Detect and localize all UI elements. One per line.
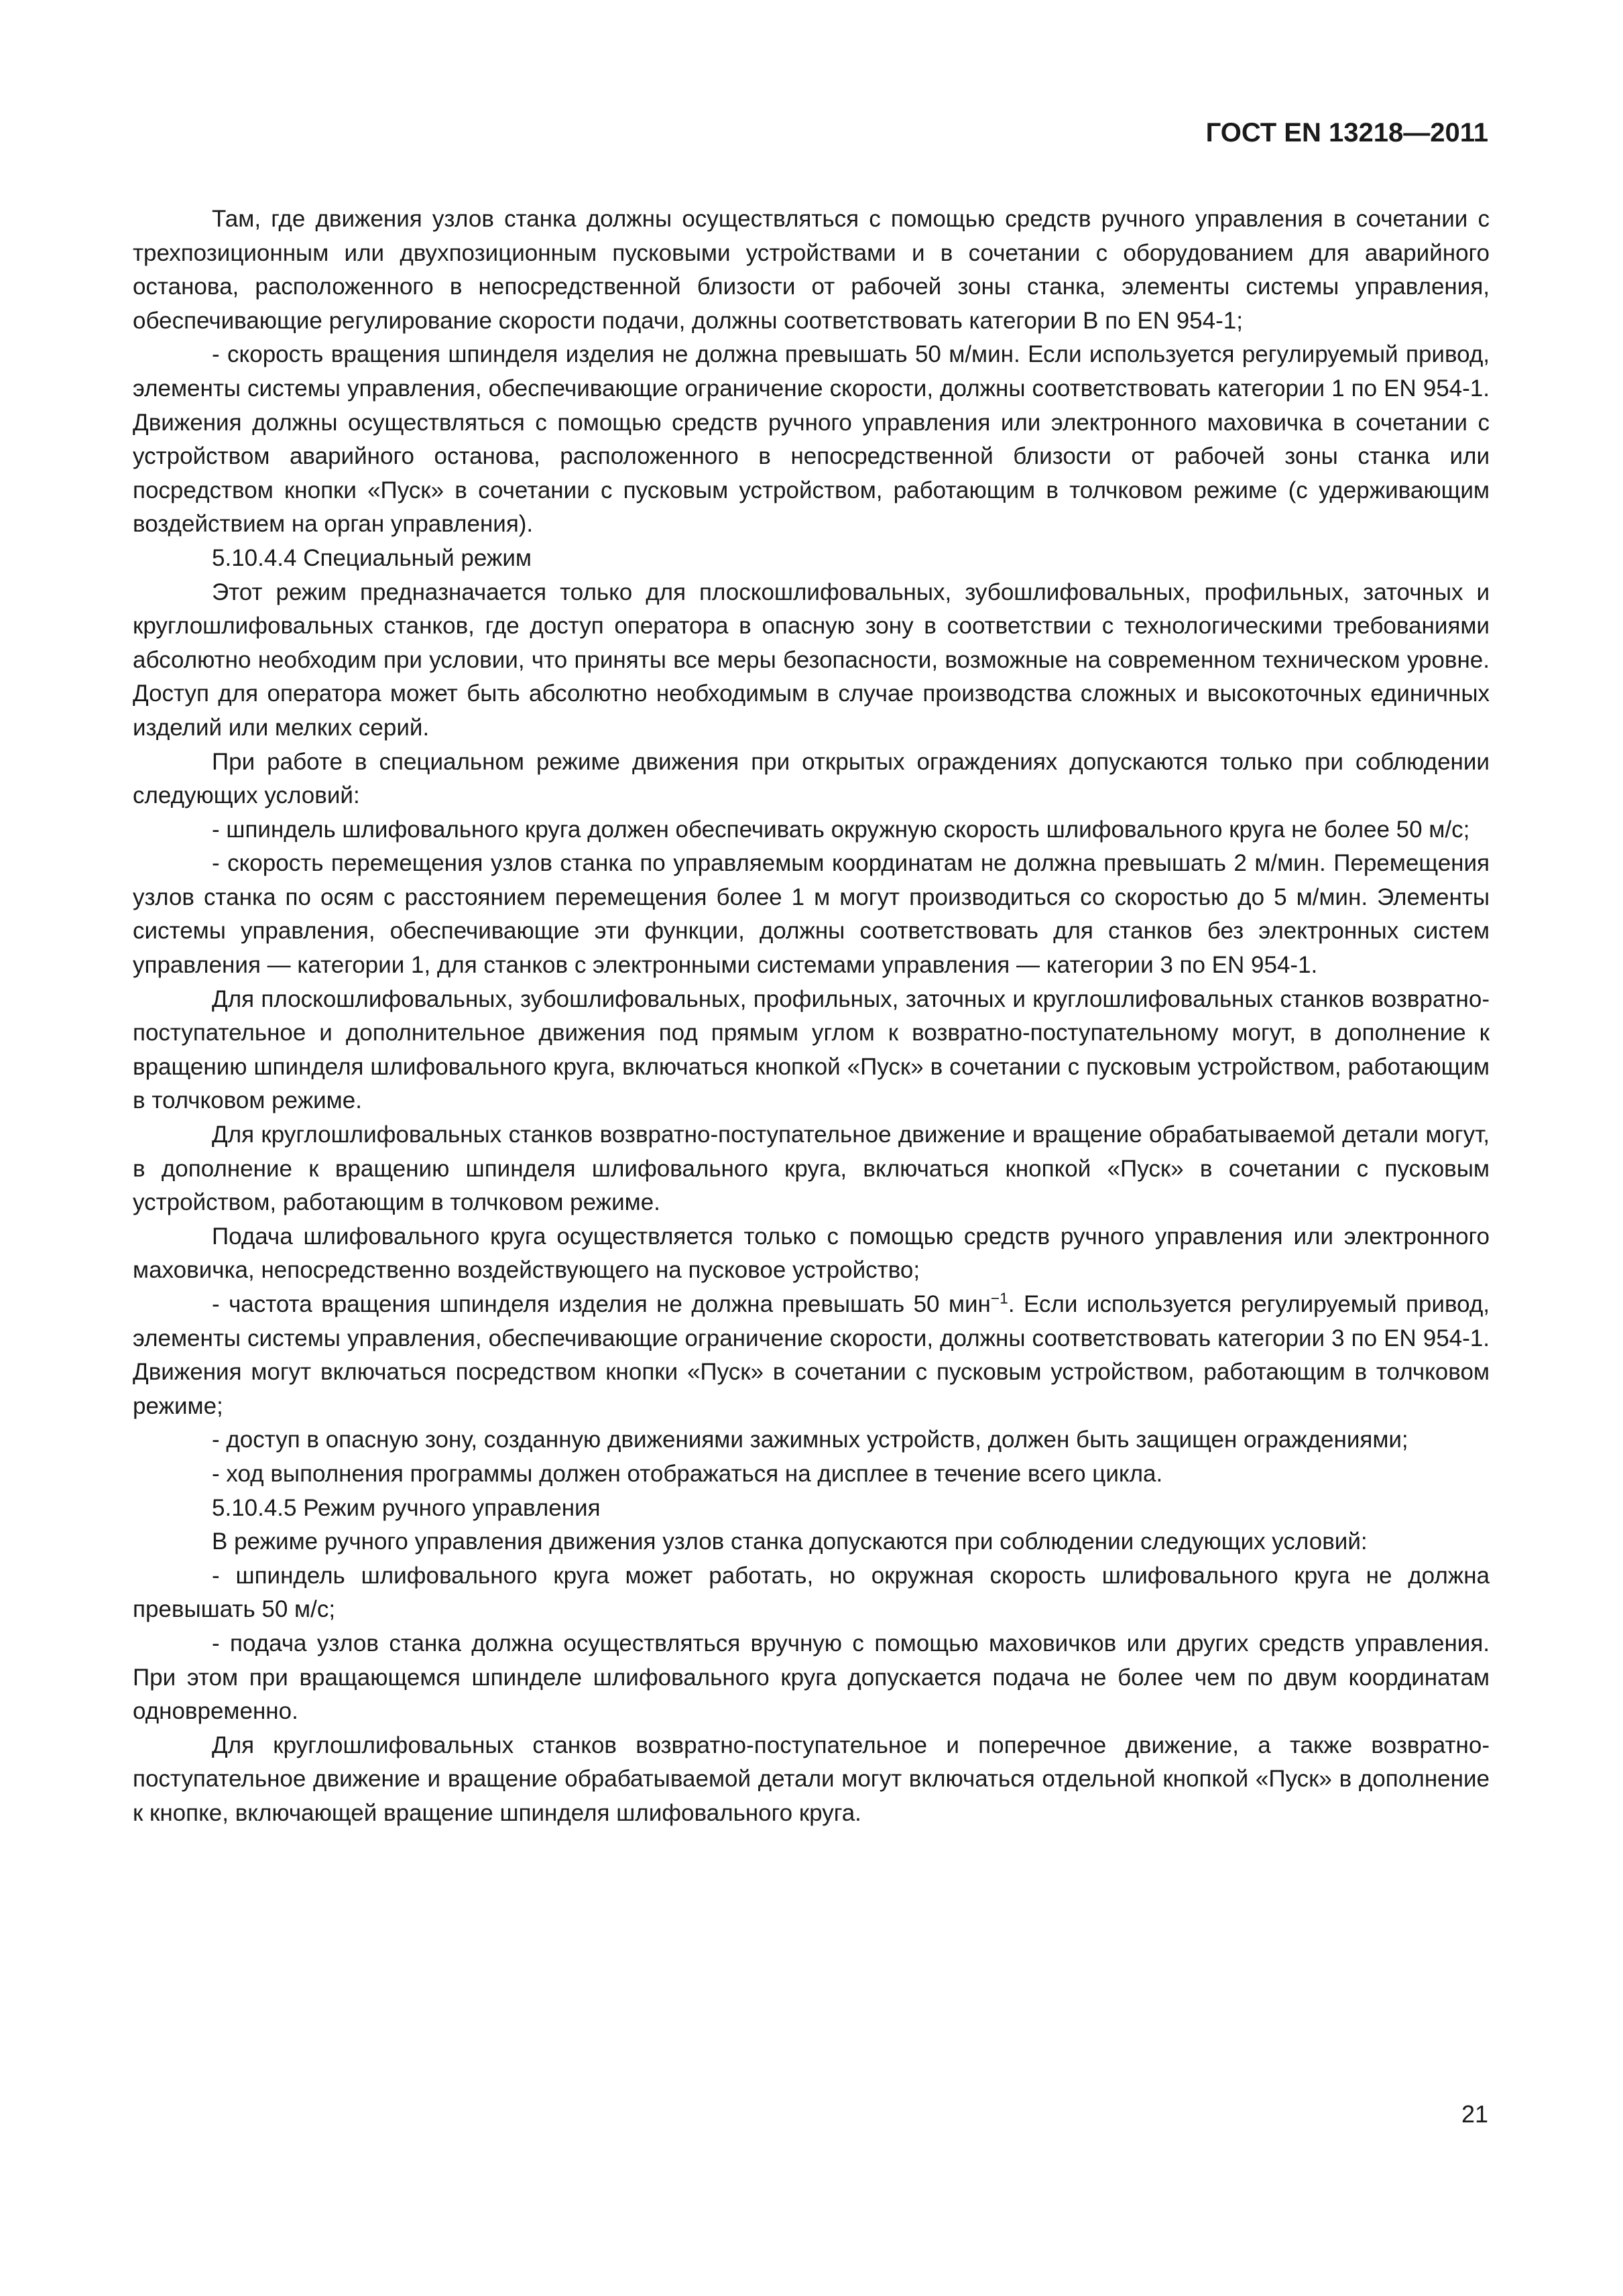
list-item-paragraph: - скорость вращения шпинделя изделия не должна превышать 50 м/мин. Если используется регулируемый привод, элементы системы управления, обеспечивающие ограничение скорости, должны соответствовать категории 1 по EN 954-1. Движения должны осуществляться с помощью средств ручного управления или электронного маховичка в сочетании с устройством аварийного останова, расположенного в непосредственной близости от рабочей зоны станка или посредством кнопки «Пуск» в сочетании с пусковым устройством, работающим в толчковом режиме (с удерживающим воздействием на орган управления).: [133, 341, 1490, 538]
body-paragraph: Для круглошлифовальных станков возвратно-поступательное и поперечное движение, а также возвратно-поступательное движение и вращение обрабатываемой детали могут включаться отдельной кнопкой «Пуск» в дополнение к кнопке, включающей вращение шпинделя шлифовального круга.: [133, 1732, 1490, 1826]
page-number: 21: [1461, 2100, 1488, 2128]
list-item-paragraph: - шпиндель шлифовального круга может работать, но окружная скорость шлифовального круга не должна превышать 50 м/с;: [133, 1562, 1490, 1623]
frequency-text-after: . Если используется регулируемый привод, элементы системы управления, обеспечивающие ограничение скорости, должны соответствовать категории 3 по EN 954-1. Движения могут включаться посредством кнопки «Пуск» в сочетании с пусковым устройством, работающим в толчковом режиме;: [133, 1291, 1490, 1419]
list-item-paragraph: - ход выполнения программы должен отображаться на дисплее в течение всего цикла.: [212, 1460, 1163, 1487]
list-item-paragraph: - доступ в опасную зону, созданную движениями зажимных устройств, должен быть защищен ограждениями;: [212, 1427, 1408, 1453]
body-paragraph: При работе в специальном режиме движения при открытых ограждениях допускаются только при соблюдении следующих условий:: [133, 748, 1490, 809]
body-paragraph: Для круглошлифовальных станков возвратно-поступательное движение и вращение обрабатываемой детали могут, в дополнение к вращению шпинделя шлифовального круга, включаться кнопкой «Пуск» в сочетании с пусковым устройством, работающим в толчковом режиме.: [133, 1122, 1490, 1216]
body-paragraph: Подача шлифовального круга осуществляется только с помощью средств ручного управления или электронного маховичка, непосредственно воздействующего на пусковое устройство;: [133, 1223, 1490, 1284]
section-heading-5-10-4-5: 5.10.4.5 Режим ручного управления: [212, 1494, 601, 1521]
list-item-paragraph: - скорость перемещения узлов станка по управляемым координатам не должна превышать 2 м/мин. Перемещения узлов станка по осям с расстоянием перемещения более 1 м могут производиться со скоростью до 5 м/мин. Элементы системы управления, обеспечивающие эти функции, должны соответствовать для станков без электронных систем управления — категории 1, для станков с электронными системами управления — категории 3 по EN 954-1.: [133, 850, 1490, 979]
list-item-paragraph: - подача узлов станка должна осуществляться вручную с помощью маховичков или других средств управления. При этом при вращающемся шпинделе шлифовального круга допускается подача не более чем по двум координатам одновременно.: [133, 1630, 1490, 1725]
frequency-text-before: - частота вращения шпинделя изделия не должна превышать 50 мин: [212, 1291, 991, 1317]
body-paragraph: Там, где движения узлов станка должны осуществляться с помощью средств ручного управления в сочетании с трехпозиционным или двухпозиционным пусковыми устройствами и в сочетании с оборудованием для аварийного останова, расположенного в непосредственной близости от рабочей зоны станка, элементы системы управления, обеспечивающие регулирование скорости подачи, должны соответствовать категории В по EN 954-1;: [133, 206, 1490, 334]
body-paragraph: Этот режим предназначается только для плоскошлифовальных, зубошлифовальных, профильных, заточных и круглошлифовальных станков, где доступ оператора в опасную зону в соответствии с технологическими требованиями абсолютно необходим при условии, что приняты все меры безопасности, возможные на современном техническом уровне. Доступ для оператора может быть абсолютно необходимым в случае производства сложных и высокоточных единичных изделий или мелких серий.: [133, 579, 1490, 741]
document-body: [133, 202, 1490, 1831]
unit-exponent: −1: [990, 1289, 1008, 1307]
section-heading-5-10-4-4: 5.10.4.4 Специальный режим: [212, 544, 532, 571]
list-item-paragraph-frequency: [133, 1288, 1490, 1423]
body-paragraph: Для плоскошлифовальных, зубошлифовальных, профильных, заточных и круглошлифовальных станков возвратно-поступательное и дополнительное движения под прямым углом к возвратно-поступательному могут, в дополнение к вращению шпинделя шлифовального круга, включаться кнопкой «Пуск» в сочетании с пусковым устройством, работающим в толчковом режиме.: [133, 985, 1490, 1114]
standard-code-header: ГОСТ EN 13218—2011: [1205, 118, 1488, 147]
body-paragraph: В режиме ручного управления движения узлов станка допускаются при соблюдении следующих условий:: [212, 1528, 1368, 1555]
list-item-paragraph: - шпиндель шлифовального круга должен обеспечивать окружную скорость шлифовального круга не более 50 м/с;: [212, 816, 1470, 843]
